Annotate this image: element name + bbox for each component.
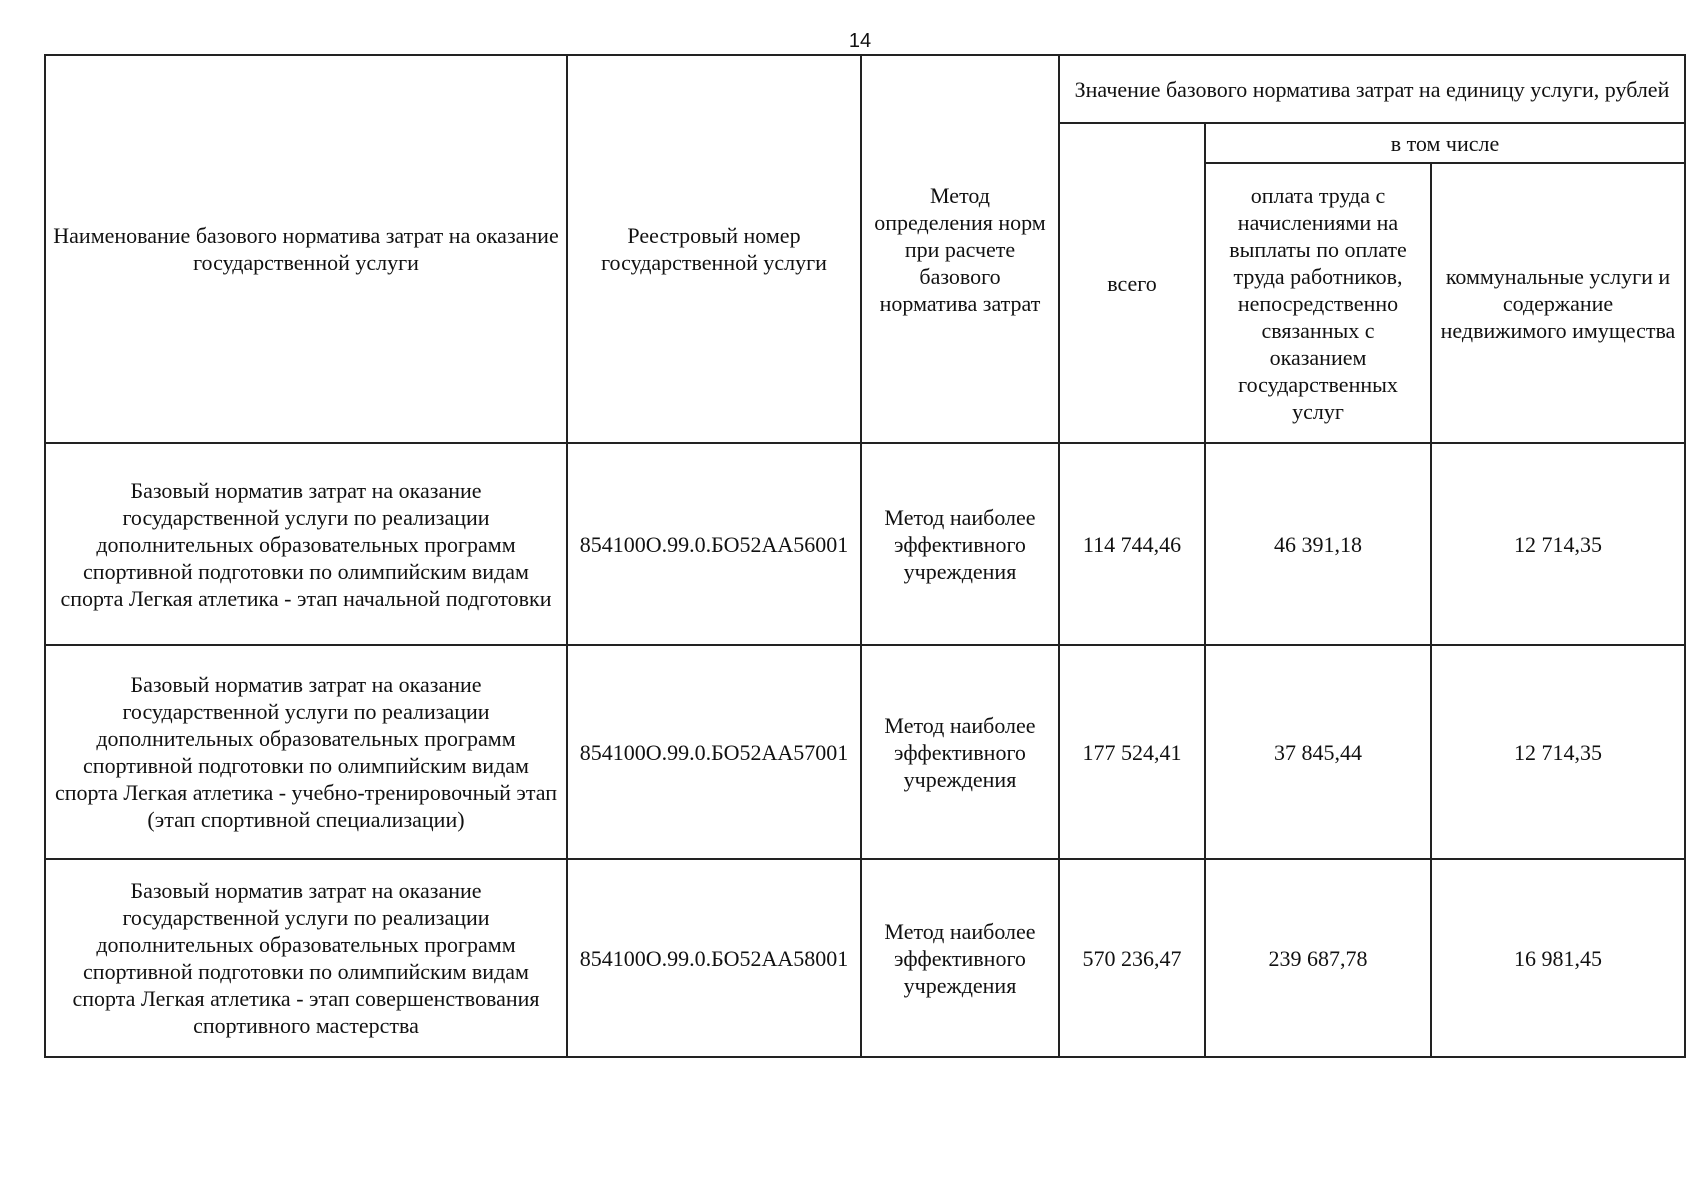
cell-labor: 37 845,44 [1205,645,1431,859]
cell-utilities: 16 981,45 [1431,859,1685,1057]
table-row [45,859,1685,1057]
cell-method: Метод наиболее эффективного учреждения [861,645,1059,859]
cell-name: Базовый норматив затрат на оказание государственной услуги по реализации дополнительных образовательных программ спортивной подготовки по олимпийским видам спорта Легкая атлетика - этап начальной подготовки [45,443,567,645]
cell-total: 114 744,46 [1059,443,1205,645]
header-labor: оплата труда с начислениями на выплаты по оплате труда работников, непосредственно связанных с оказанием государственных услуг [1205,163,1431,443]
cell-total: 177 524,41 [1059,645,1205,859]
cell-labor: 46 391,18 [1205,443,1431,645]
cell-labor: 239 687,78 [1205,859,1431,1057]
header-row [45,55,1685,123]
cost-norms-table [44,54,1686,1058]
cell-method: Метод наиболее эффективного учреждения [861,859,1059,1057]
cell-utilities: 12 714,35 [1431,443,1685,645]
header-name: Наименование базового норматива затрат на оказание государственной услуги [45,55,567,443]
cell-total: 570 236,47 [1059,859,1205,1057]
table-body [45,443,1685,1057]
header-utilities: коммунальные услуги и содержание недвижимого имущества [1431,163,1685,443]
table-row [45,645,1685,859]
header-registry-number: Реестровый номер государственной услуги [567,55,861,443]
cell-registry-number: 854100О.99.0.БО52АА56001 [567,443,861,645]
cell-registry-number: 854100О.99.0.БО52АА58001 [567,859,861,1057]
cell-method: Метод наиболее эффективного учреждения [861,443,1059,645]
header-total: всего [1059,123,1205,443]
header-value-group: Значение базового норматива затрат на единицу услуги, рублей [1059,55,1685,123]
cell-utilities: 12 714,35 [1431,645,1685,859]
header-including: в том числе [1205,123,1685,163]
cell-registry-number: 854100О.99.0.БО52АА57001 [567,645,861,859]
table-row [45,443,1685,645]
cell-name: Базовый норматив затрат на оказание государственной услуги по реализации дополнительных образовательных программ спортивной подготовки по олимпийским видам спорта Легкая атлетика - учебно-тренировочный этап (этап спортивной специализации) [45,645,567,859]
table-header [45,55,1685,443]
header-method: Метод определения норм при расчете базового норматива затрат [861,55,1059,443]
page-number: 14 [848,30,872,52]
cell-name: Базовый норматив затрат на оказание государственной услуги по реализации дополнительных образовательных программ спортивной подготовки по олимпийским видам спорта Легкая атлетика - этап совершенствования спортивного мастерства [45,859,567,1057]
